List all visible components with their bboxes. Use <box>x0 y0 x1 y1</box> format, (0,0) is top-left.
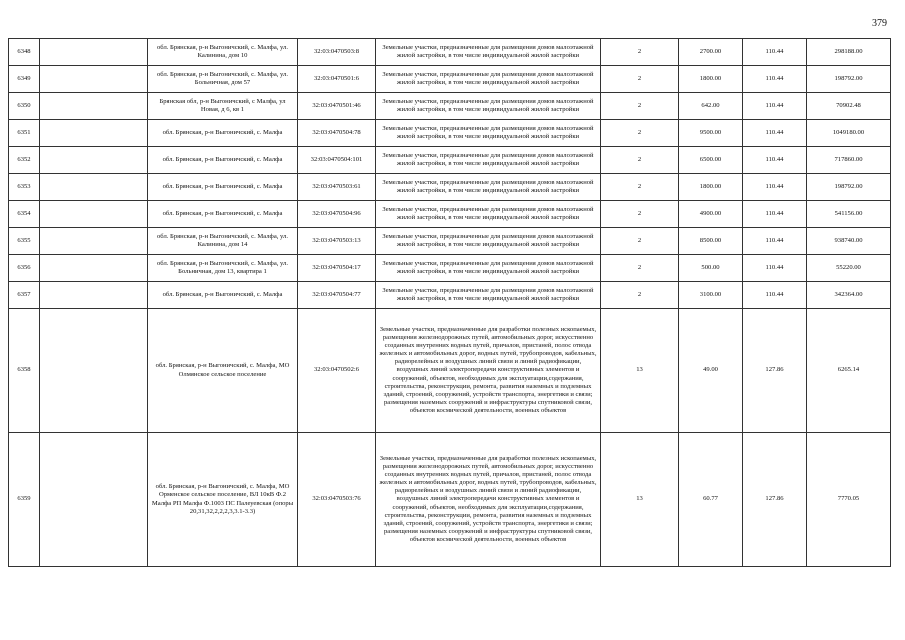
cadastral-value-cell: 938740.00 <box>807 228 891 255</box>
land-use-purpose-cell: Земельные участки, предназначенные для размещения домов малоэтажной жилой застройки, в том числе индивидуальной жилой застройки <box>376 174 601 201</box>
rate-cell: 110.44 <box>743 174 807 201</box>
cadastral-value-cell: 298188.00 <box>807 39 891 66</box>
area-cell: 1800.00 <box>679 66 743 93</box>
land-use-purpose-cell: Земельные участки, предназначенные для разработки полезных ископаемых, размещения железнодорожных путей, автомобильных дорог, искусственно созданных внутренних водных путей, причалов, пристаней, полос отвода железных и автомобильных дорог, водных путей, трубопроводов, кабельных, радиорелейных и воздушных линий связи и линий радиофикации, воздушных линий электропередачи конструктивных элементов и сооружений, объектов, необходимых для эксплуатации,содержания, строительства, реконструкции, ремонта, развития наземных и подземных зданий, строений, сооружений, устройств транспорта, энергетики и связи; размещения наземных сооружений и инфраструктуры спутниковой связи, объектов космической деятельности, военных объектов <box>376 433 601 567</box>
area-cell: 9500.00 <box>679 120 743 147</box>
area-cell: 642.00 <box>679 93 743 120</box>
page-number: 379 <box>872 18 887 29</box>
cadastral-value-cell: 342364.00 <box>807 282 891 309</box>
land-use-purpose-cell: Земельные участки, предназначенные для разработки полезных ископаемых, размещения железнодорожных путей, автомобильных дорог, искусственно созданных внутренних водных путей, причалов, пристаней, полос отвода железных и автомобильных дорог, водных путей, трубопроводов, кабельных, радиорелейных и воздушных линий связи и линий радиофикации, воздушных линий электропередачи конструктивных элементов и сооружений, объектов, необходимых для эксплуатации,содержания, строительства, реконструкции, ремонта, развития наземных и подземных зданий, строений, сооружений, устройств транспорта, энергетики и связи; размещения наземных сооружений и инфраструктуры спутниковой связи, объектов космической деятельности, военных объектов <box>376 309 601 433</box>
area-cell: 49.00 <box>679 309 743 433</box>
area-cell: 60.77 <box>679 433 743 567</box>
blank-cell <box>40 433 148 567</box>
rate-cell: 110.44 <box>743 93 807 120</box>
land-use-purpose-cell: Земельные участки, предназначенные для размещения домов малоэтажной жилой застройки, в том числе индивидуальной жилой застройки <box>376 93 601 120</box>
rate-cell: 110.44 <box>743 201 807 228</box>
cadastral-value-cell: 6265.14 <box>807 309 891 433</box>
land-use-purpose-cell: Земельные участки, предназначенные для размещения домов малоэтажной жилой застройки, в том числе индивидуальной жилой застройки <box>376 255 601 282</box>
row-number-cell: 6350 <box>9 93 40 120</box>
cadastral-number-cell: 32:03:0470503:61 <box>298 174 376 201</box>
category-code-cell: 2 <box>601 147 679 174</box>
category-code-cell: 2 <box>601 282 679 309</box>
rate-cell: 110.44 <box>743 147 807 174</box>
area-cell: 6500.00 <box>679 147 743 174</box>
table-row <box>9 174 891 201</box>
category-code-cell: 2 <box>601 120 679 147</box>
category-code-cell: 13 <box>601 309 679 433</box>
blank-cell <box>40 174 148 201</box>
cadastral-number-cell: 32:03:0470502:6 <box>298 309 376 433</box>
row-number-cell: 6359 <box>9 433 40 567</box>
table-row <box>9 39 891 66</box>
area-cell: 1800.00 <box>679 174 743 201</box>
cadastral-number-cell: 32:03:0470504:77 <box>298 282 376 309</box>
cadastral-value-cell: 7770.05 <box>807 433 891 567</box>
table-row <box>9 282 891 309</box>
rate-cell: 127.86 <box>743 309 807 433</box>
category-code-cell: 2 <box>601 174 679 201</box>
blank-cell <box>40 147 148 174</box>
blank-cell <box>40 309 148 433</box>
land-use-purpose-cell: Земельные участки, предназначенные для размещения домов малоэтажной жилой застройки, в том числе индивидуальной жилой застройки <box>376 228 601 255</box>
row-number-cell: 6354 <box>9 201 40 228</box>
address-cell: обл. Брянская, р-н Выгоничский, с. Малфа <box>148 282 298 309</box>
land-use-purpose-cell: Земельные участки, предназначенные для размещения домов малоэтажной жилой застройки, в том числе индивидуальной жилой застройки <box>376 66 601 93</box>
address-cell: обл. Брянская, р-н Выгоничский, с. Малфа, ул. Калинина, дом 10 <box>148 39 298 66</box>
cadastral-number-cell: 32:03:0470504:17 <box>298 255 376 282</box>
table-row <box>9 228 891 255</box>
land-use-purpose-cell: Земельные участки, предназначенные для размещения домов малоэтажной жилой застройки, в том числе индивидуальной жилой застройки <box>376 39 601 66</box>
cadastral-value-cell: 717860.00 <box>807 147 891 174</box>
blank-cell <box>40 282 148 309</box>
rate-cell: 110.44 <box>743 228 807 255</box>
cadastral-number-cell: 32:03:0470501:6 <box>298 66 376 93</box>
blank-cell <box>40 201 148 228</box>
table-row <box>9 147 891 174</box>
cadastral-number-cell: 32:03:0470504:101 <box>298 147 376 174</box>
row-number-cell: 6356 <box>9 255 40 282</box>
area-cell: 3100.00 <box>679 282 743 309</box>
land-use-purpose-cell: Земельные участки, предназначенные для размещения домов малоэтажной жилой застройки, в том числе индивидуальной жилой застройки <box>376 120 601 147</box>
table-row <box>9 255 891 282</box>
category-code-cell: 2 <box>601 228 679 255</box>
cadastral-value-cell: 198792.00 <box>807 174 891 201</box>
table-row <box>9 433 891 567</box>
blank-cell <box>40 39 148 66</box>
row-number-cell: 6349 <box>9 66 40 93</box>
rate-cell: 110.44 <box>743 255 807 282</box>
address-cell: обл. Брянская, р-н Выгоничский, с. Малфа <box>148 201 298 228</box>
blank-cell <box>40 120 148 147</box>
rate-cell: 110.44 <box>743 282 807 309</box>
cadastral-number-cell: 32:03:0470503:76 <box>298 433 376 567</box>
rate-cell: 110.44 <box>743 120 807 147</box>
row-number-cell: 6351 <box>9 120 40 147</box>
cadastral-number-cell: 32:03:0470503:8 <box>298 39 376 66</box>
table-row <box>9 309 891 433</box>
land-valuation-table <box>8 38 891 567</box>
land-use-purpose-cell: Земельные участки, предназначенные для размещения домов малоэтажной жилой застройки, в том числе индивидуальной жилой застройки <box>376 282 601 309</box>
category-code-cell: 2 <box>601 255 679 282</box>
land-use-purpose-cell: Земельные участки, предназначенные для размещения домов малоэтажной жилой застройки, в том числе индивидуальной жилой застройки <box>376 147 601 174</box>
row-number-cell: 6352 <box>9 147 40 174</box>
area-cell: 500.00 <box>679 255 743 282</box>
cadastral-value-cell: 70902.48 <box>807 93 891 120</box>
address-cell: обл. Брянская, р-н Выгоничский, с. Малфа, ул. Калинина, дом 14 <box>148 228 298 255</box>
blank-cell <box>40 66 148 93</box>
cadastral-number-cell: 32:03:0470501:46 <box>298 93 376 120</box>
category-code-cell: 2 <box>601 201 679 228</box>
table-row <box>9 201 891 228</box>
row-number-cell: 6355 <box>9 228 40 255</box>
address-cell: обл. Брянская, р-н Выгоничский, с. Малфа, ул. Больничная, дом 57 <box>148 66 298 93</box>
row-number-cell: 6348 <box>9 39 40 66</box>
category-code-cell: 13 <box>601 433 679 567</box>
area-cell: 2700.00 <box>679 39 743 66</box>
address-cell: обл. Брянская, р-н Выгоничский, с. Малфа, ул. Больничная, дом 13, квартира 1 <box>148 255 298 282</box>
table-row <box>9 66 891 93</box>
cadastral-value-cell: 1049180.00 <box>807 120 891 147</box>
address-cell: обл. Брянская, р-н Выгоничский, с. Малфа <box>148 120 298 147</box>
address-cell: обл. Брянская, р-н Выгоничский, с. Малфа, МО Орменское сельское поселение, ВЛ 10кВ Ф.2 Малфа РП Малфа Ф.1003 ПС Палеуевская (опоры 20,31,32,2,2,2,3,3.1-3.3) <box>148 433 298 567</box>
category-code-cell: 2 <box>601 93 679 120</box>
address-cell: обл. Брянская, р-н Выгоничский, с. Малфа <box>148 174 298 201</box>
rate-cell: 110.44 <box>743 66 807 93</box>
table-row <box>9 120 891 147</box>
cadastral-value-cell: 541156.00 <box>807 201 891 228</box>
address-cell: обл. Брянская, р-н Выгоничский, с. Малфа, МО Олмянское сельское поселение <box>148 309 298 433</box>
row-number-cell: 6357 <box>9 282 40 309</box>
table-row <box>9 93 891 120</box>
category-code-cell: 2 <box>601 66 679 93</box>
row-number-cell: 6353 <box>9 174 40 201</box>
rate-cell: 127.86 <box>743 433 807 567</box>
land-use-purpose-cell: Земельные участки, предназначенные для размещения домов малоэтажной жилой застройки, в том числе индивидуальной жилой застройки <box>376 201 601 228</box>
area-cell: 4900.00 <box>679 201 743 228</box>
blank-cell <box>40 255 148 282</box>
address-cell: обл. Брянская, р-н Выгоничский, с. Малфа <box>148 147 298 174</box>
address-cell: Брянская обл, р-н Выгоничский, с Малфа, ул Новая, д 6, кв 1 <box>148 93 298 120</box>
blank-cell <box>40 93 148 120</box>
row-number-cell: 6358 <box>9 309 40 433</box>
blank-cell <box>40 228 148 255</box>
category-code-cell: 2 <box>601 39 679 66</box>
rate-cell: 110.44 <box>743 39 807 66</box>
cadastral-value-cell: 55220.00 <box>807 255 891 282</box>
cadastral-number-cell: 32:03:0470504:78 <box>298 120 376 147</box>
area-cell: 8500.00 <box>679 228 743 255</box>
cadastral-number-cell: 32:03:0470503:13 <box>298 228 376 255</box>
cadastral-value-cell: 198792.00 <box>807 66 891 93</box>
cadastral-number-cell: 32:03:0470504:96 <box>298 201 376 228</box>
